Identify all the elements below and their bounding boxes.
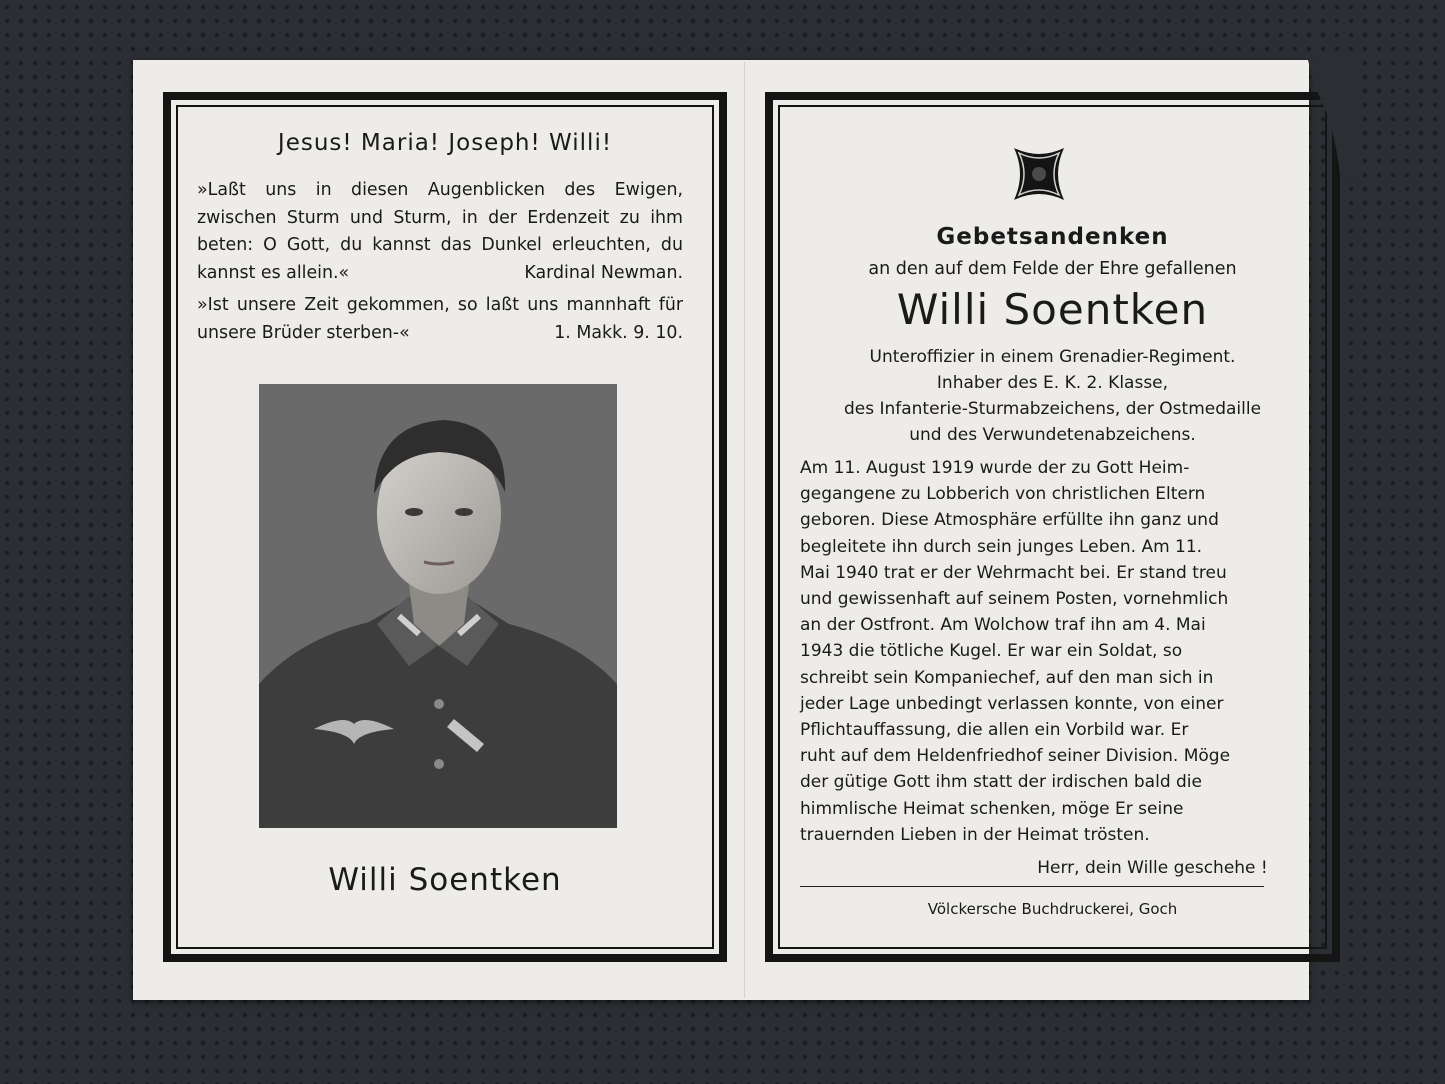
bio-line: ruht auf dem Heldenfriedhof seiner Division. Möge (800, 746, 1231, 767)
bio-line: Am 11. August 1919 wurde der zu Gott Heim- (800, 458, 1190, 478)
soldier-portrait-photo (259, 384, 617, 828)
bio-line: trauernden Lieben in der Heimat trösten. (800, 824, 1150, 845)
card-title: Gebetsandenken (936, 224, 1169, 250)
divider-rule (800, 886, 1264, 887)
quote-makk-reference: 1. Makk. 9. 10. (554, 322, 683, 343)
quote-newman (197, 177, 683, 287)
bio-line: Pflichtauffassung, die allen ein Vorbild war. Er (800, 720, 1189, 741)
left-name: Willi Soentken (328, 862, 562, 898)
biography-text (800, 455, 1272, 848)
bio-line: an der Ostfront. Am Wolchow traf ihn am 4. Mai (800, 615, 1206, 636)
bio-line: himmlische Heimat schenken, möge Er seine (800, 798, 1184, 819)
rank-line: und des Verwundetenabzeichens. (909, 425, 1196, 445)
right-name: Willi Soentken (896, 285, 1209, 334)
bio-line: begleitete ihn durch sein junges Leben. Am 11. (800, 536, 1203, 557)
quote-makkabaeer (197, 292, 683, 347)
bio-line: geboren. Diese Atmosphäre erfüllte ihn ganz und (800, 510, 1219, 531)
rank-line: Inhaber des E. K. 2. Klasse, (936, 373, 1169, 393)
iron-cross-icon (1010, 144, 1068, 204)
rank-and-decorations (775, 344, 1330, 448)
printer-imprint: Völckersche Buchdruckerei, Goch (927, 900, 1178, 918)
bio-line: Mai 1940 trat er der Wehrmacht bei. Er stand treu (800, 562, 1227, 583)
bio-line: jeder Lage unbedingt verlassen konnte, von einer (800, 693, 1224, 714)
invocation-heading: Jesus! Maria! Joseph! Willi! (277, 130, 613, 156)
bio-line: gegangene zu Lobberich von christlichen Eltern (800, 484, 1206, 505)
quote-makk-text: »Ist unsere Zeit gekommen, so laßt uns mannhaft für unsere Brüder sterben-« (197, 295, 683, 343)
torn-corner (1300, 58, 1360, 178)
bio-line: der gütige Gott ihm statt der irdischen bald die (800, 772, 1202, 793)
rank-line: Unteroffizier in einem Grenadier-Regiment. (869, 347, 1236, 367)
bio-line: 1943 die tötliche Kugel. Er war ein Soldat, so (800, 641, 1183, 662)
rank-line: des Infanterie-Sturmabzeichens, der Ostmedaille (843, 399, 1262, 419)
card-subtitle: an den auf dem Felde der Ehre gefallenen (868, 259, 1237, 279)
quote-newman-author: Kardinal Newman. (524, 262, 683, 283)
quote-newman-text: »Laßt uns in diesen Augenblicken des Ewigen, zwischen Sturm und Sturm, in der Erdenzeit zu ihm beten: O Gott, du kannst das Dunkel erleuchten, du kannst es allein.« (197, 180, 683, 283)
bio-line: schreibt sein Kompaniechef, auf den man sich in (800, 667, 1214, 688)
bio-line: und gewissenhaft auf seinem Posten, vornehmlich (800, 589, 1229, 610)
card-fold (744, 62, 745, 998)
closing-prayer: Herr, dein Wille geschehe ! (1037, 858, 1268, 878)
